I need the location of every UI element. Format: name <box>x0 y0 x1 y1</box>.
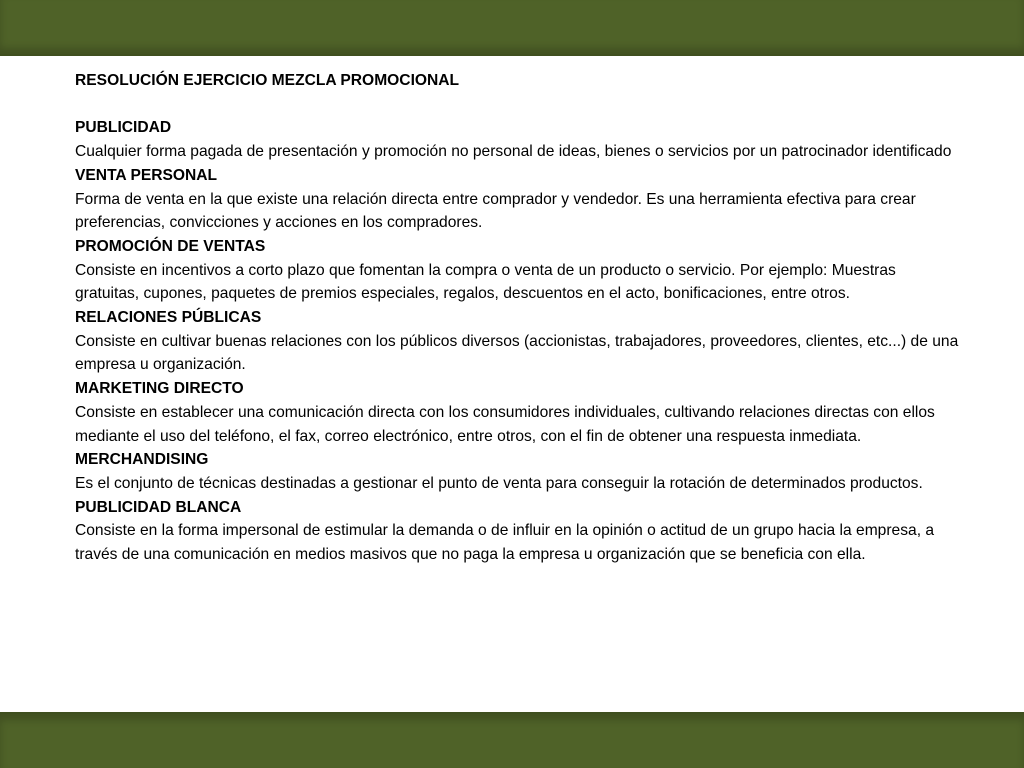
section-relaciones-publicas <box>75 306 960 377</box>
term-heading: RELACIONES PÚBLICAS <box>75 309 262 327</box>
section-publicidad-blanca <box>75 496 960 567</box>
section-venta-personal <box>75 164 960 235</box>
section-marketing-directo <box>75 377 960 448</box>
term-heading: MERCHANDISING <box>75 451 209 469</box>
term-definition: Cualquier forma pagada de presentación y promoción no personal de ideas, bienes o servicios por un patrocinador identificado <box>75 143 952 161</box>
term-definition: Consiste en establecer una comunicación directa con los consumidores individuales, cultivando relaciones directas con ellos mediante el uso del teléfono, el fax, correo electrónico, entre otros, con el fin de obtener una respuesta inmediata. <box>75 403 935 445</box>
top-green-band <box>0 0 1024 56</box>
term-heading: PUBLICIDAD BLANCA <box>75 498 242 516</box>
section-merchandising <box>75 448 960 495</box>
term-definition: Forma de venta en la que existe una relación directa entre comprador y vendedor. Es una herramienta efectiva para crear preferencias, convicciones y acciones en los compradores. <box>75 190 916 232</box>
term-heading: VENTA PERSONAL <box>75 166 218 184</box>
section-promocion-de-ventas <box>75 235 960 306</box>
term-definition: Consiste en cultivar buenas relaciones con los públicos diversos (accionistas, trabajadores, proveedores, clientes, etc...) de una empresa u organización. <box>75 332 959 374</box>
bottom-green-band <box>0 712 1024 768</box>
slide-content <box>75 69 960 567</box>
term-definition: Es el conjunto de técnicas destinadas a gestionar el punto de venta para conseguir la rotación de determinados productos. <box>75 474 923 492</box>
term-definition: Consiste en incentivos a corto plazo que fomentan la compra o venta de un producto o servicio. Por ejemplo: Muestras gratuitas, cupones, paquetes de premios especiales, regalos, descuentos en el acto, bonificaciones, entre otros. <box>75 261 896 303</box>
term-heading: PUBLICIDAD <box>75 119 172 137</box>
section-publicidad <box>75 116 960 163</box>
term-definition: Consiste en la forma impersonal de estimular la demanda o de influir en la opinión o actitud de un grupo hacia la empresa, a través de una comunicación en medios masivos que no paga la empresa u organización que se beneficia con ella. <box>75 522 935 564</box>
term-heading: MARKETING DIRECTO <box>75 380 244 398</box>
slide-title: RESOLUCIÓN EJERCICIO MEZCLA PROMOCIONAL <box>75 72 460 89</box>
title-spacer <box>75 93 960 117</box>
term-heading: PROMOCIÓN DE VENTAS <box>75 237 266 255</box>
